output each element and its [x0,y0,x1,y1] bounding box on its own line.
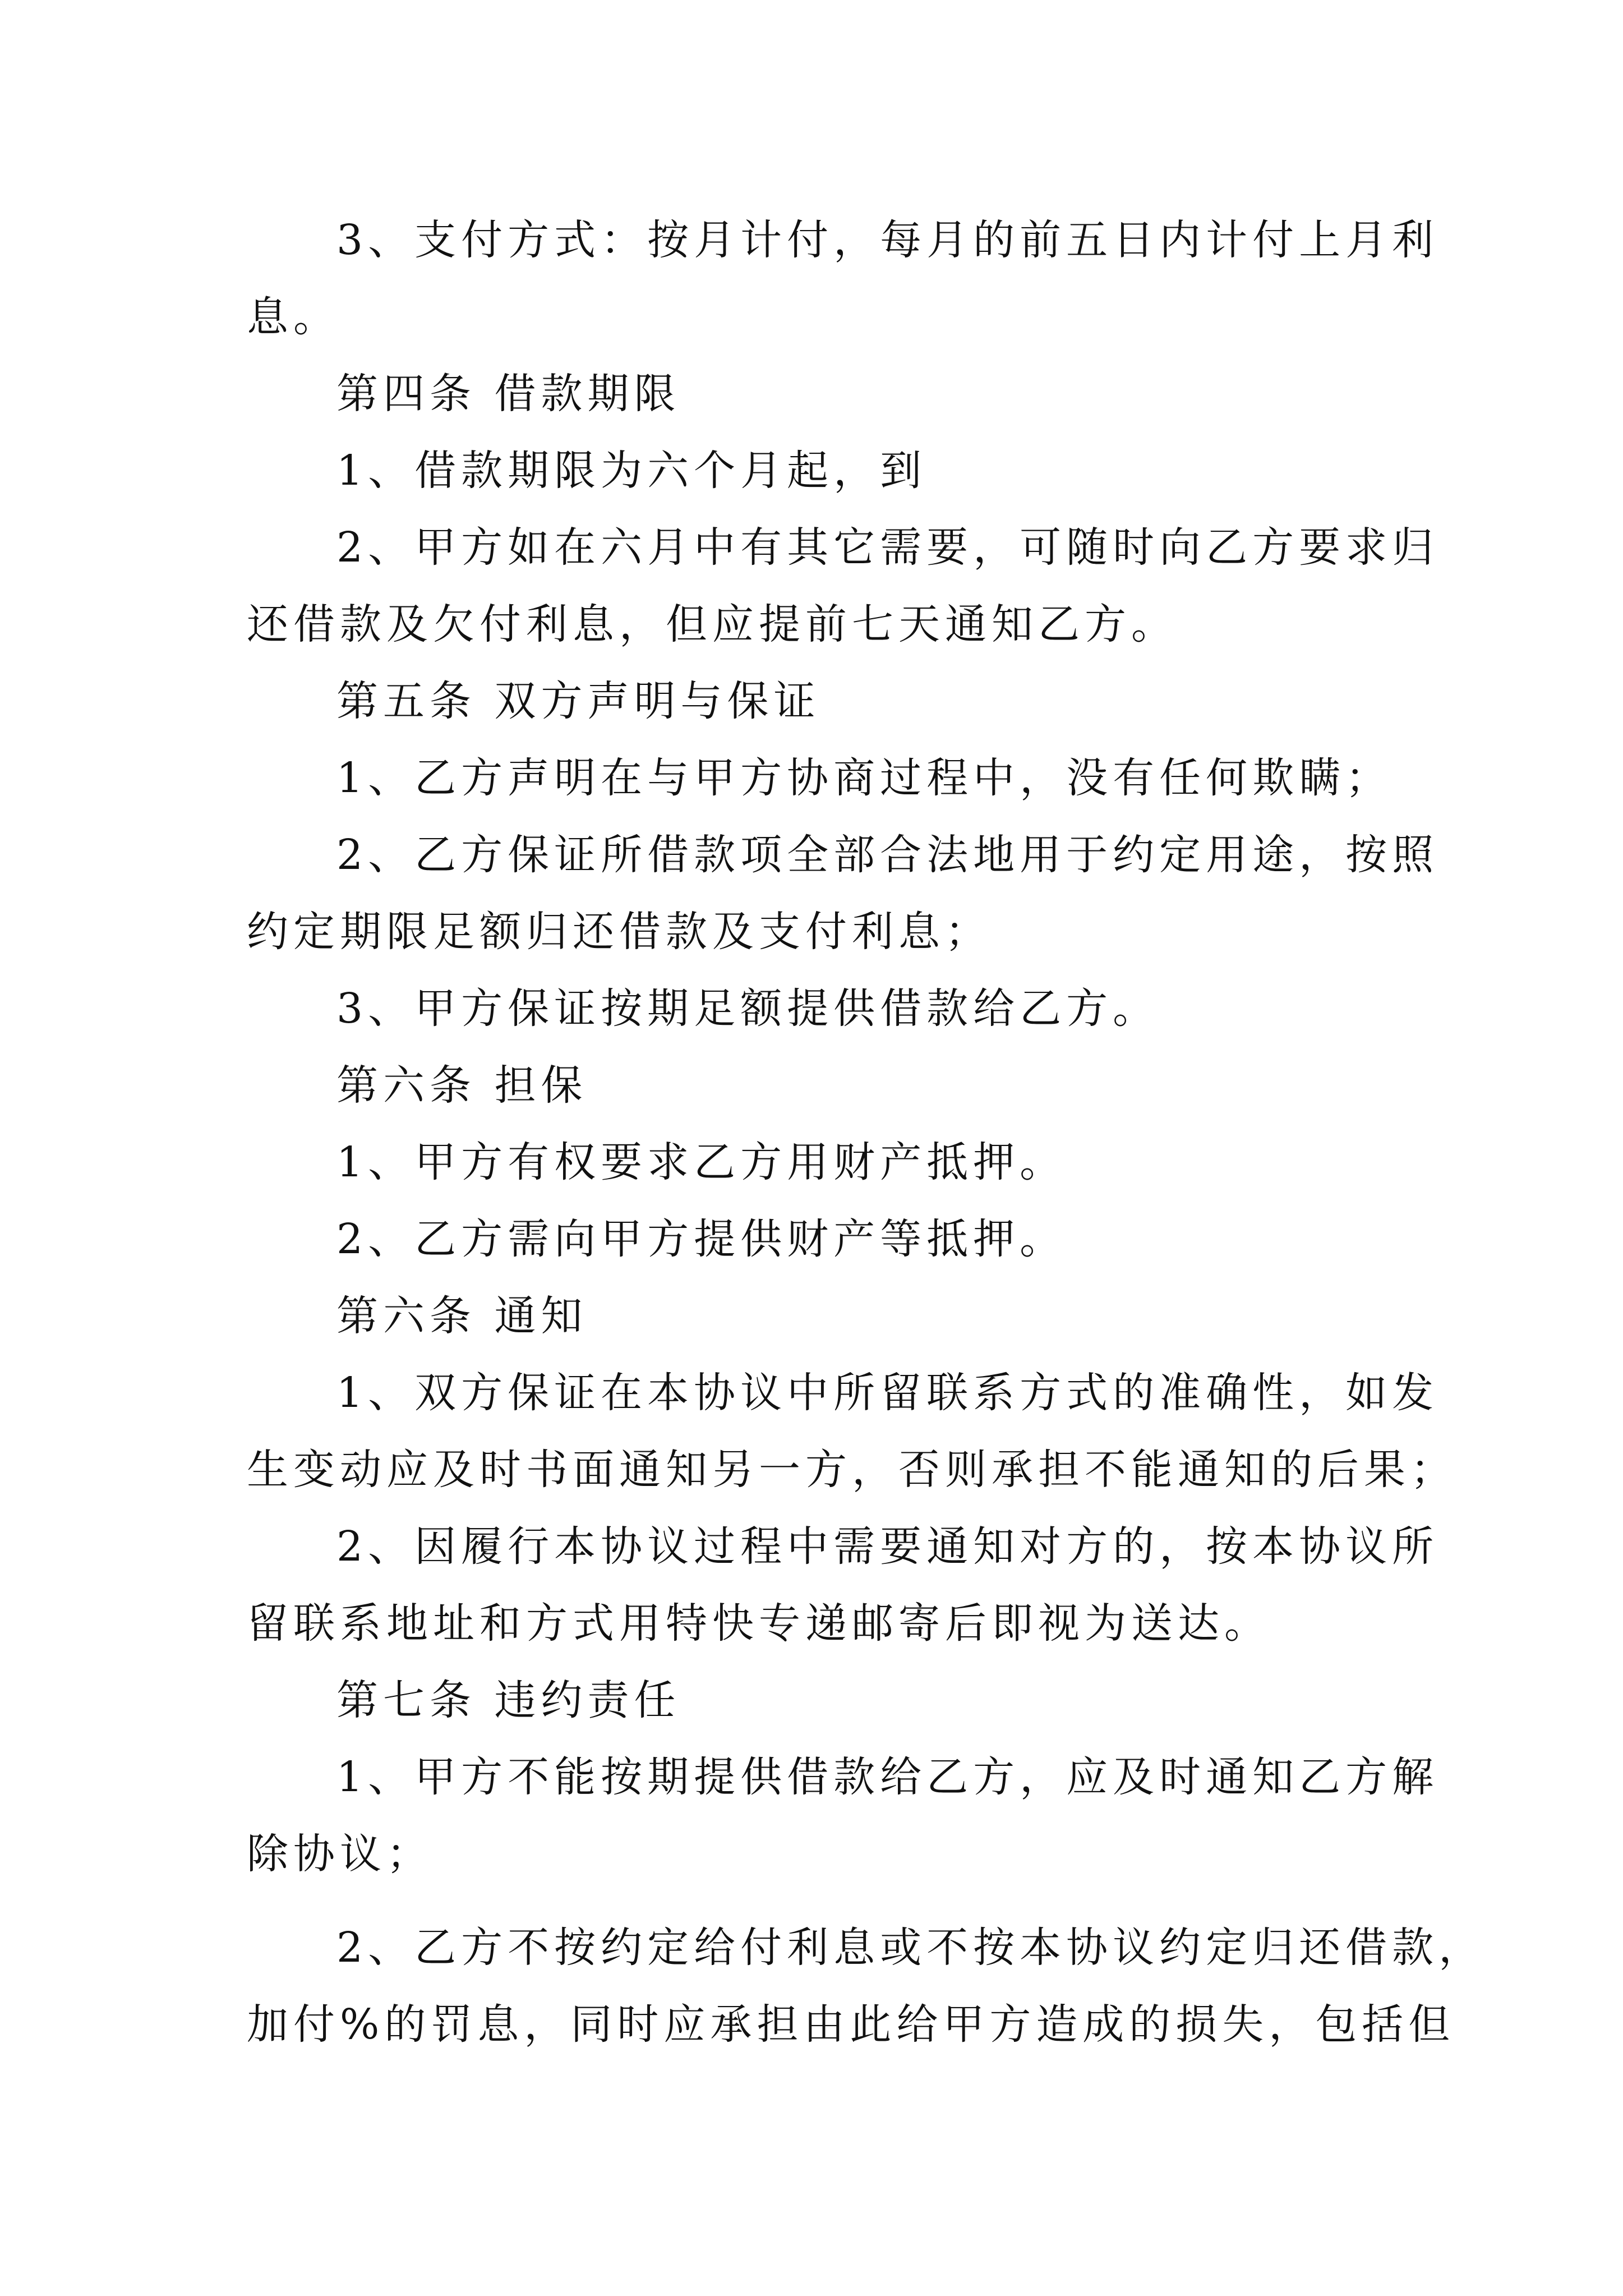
paragraph-line: 息。 [247,293,340,341]
article-heading: 第六条 担保 [336,1061,588,1110]
article-heading: 第六条 通知 [336,1292,588,1340]
paragraph-line: 2、甲方如在六月中有其它需要，可随时向乙方要求归 [336,523,1439,572]
paragraph-line: 1、乙方声明在与甲方协商过程中，没有任何欺瞒； [336,754,1393,802]
paragraph-line: 1、借款期限为六个月起，到 [336,447,927,495]
paragraph-line: 加付%的罚息，同时应承担由此给甲方造成的损失，包括但 [247,2000,1455,2049]
document-page [247,202,1486,2063]
paragraph-line: 3、支付方式：按月计付，每月的前五日内计付上月利 [336,216,1439,264]
paragraph-line: 2、乙方不按约定给付利息或不按本协议约定归还借款， [336,1924,1486,1972]
paragraph-line: 1、甲方有权要求乙方用财产抵押。 [336,1138,1067,1186]
paragraph-line: 生变动应及时书面通知另一方，否则承担不能通知的后果； [247,1446,1457,1494]
paragraph-line: 约定期限足额归还借款及支付利息； [247,908,992,956]
paragraph-gap [247,1893,1396,1910]
article-heading: 第七条 违约责任 [336,1676,681,1724]
paragraph-line: 2、因履行本协议过程中需要通知对方的，按本协议所 [336,1522,1439,1571]
paragraph-line: 留联系地址和方式用特快专递邮寄后即视为送达。 [247,1599,1271,1648]
paragraph-line: 还借款及欠付利息，但应提前七天通知乙方。 [247,600,1178,648]
paragraph-line: 除协议； [247,1830,433,1878]
paragraph-line: 1、甲方不能按期提供借款给乙方，应及时通知乙方解 [336,1753,1439,1801]
paragraph-line: 2、乙方需向甲方提供财产等抵押。 [336,1215,1067,1263]
paragraph-line: 1、双方保证在本协议中所留联系方式的准确性，如发 [336,1369,1439,1417]
paragraph-line: 2、乙方保证所借款项全部合法地用于约定用途，按照 [336,831,1439,879]
paragraph-line: 3、甲方保证按期足额提供借款给乙方。 [336,984,1160,1033]
article-heading: 第四条 借款期限 [336,370,681,418]
article-heading: 第五条 双方声明与保证 [336,677,820,725]
